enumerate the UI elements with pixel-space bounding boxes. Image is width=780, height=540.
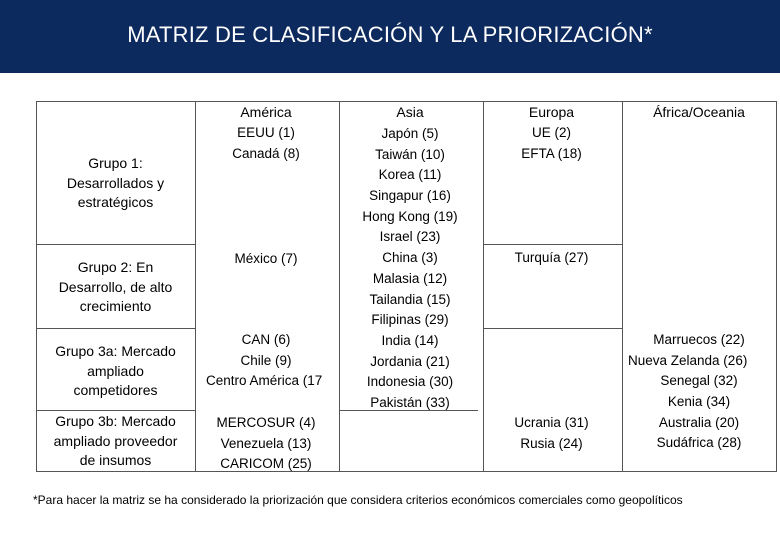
list-item: Indonesia (30) [366, 374, 454, 390]
list-item: Australia (20) [658, 414, 740, 430]
group-3b-label: Grupo 3b: Mercado ampliado proveedor de insumos [53, 413, 178, 468]
list-item: Chile (9) [240, 352, 292, 368]
list-item: Marruecos (22) [653, 332, 745, 347]
column-header-africa-oceania: África/Oceania [653, 104, 745, 120]
slide-title: MATRIZ DE CLASIFICACIÓN Y LA PRIORIZACIÓN* [127, 22, 653, 47]
list-item: Rusia (24) [520, 435, 583, 451]
list-item: Jordania (21) [370, 353, 450, 369]
list-item: EFTA (18) [521, 145, 582, 161]
list-item: CAN (6) [241, 332, 291, 347]
row-divider [37, 328, 195, 329]
list-item: Korea (11) [378, 167, 442, 183]
list-item: Filipinas (29) [371, 312, 449, 328]
list-item: Kenia (34) [667, 394, 731, 410]
list-item: Ucrania (31) [514, 415, 589, 430]
list-item: Hong Kong (19) [362, 208, 458, 224]
row-divider [37, 410, 195, 411]
list-item: MERCOSUR (4) [216, 415, 316, 430]
list-item: Turquía (27) [514, 250, 589, 265]
list-item: Israel (23) [379, 229, 441, 245]
list-item: Taiwán (10) [375, 146, 445, 162]
row-divider [483, 328, 622, 329]
group-3a-label: Grupo 3a: Mercado ampliado competidores [55, 343, 176, 398]
row-divider [37, 244, 195, 245]
cell-america-group-2 [194, 249, 338, 270]
cell-europa-group-2 [482, 248, 621, 269]
list-item: India (14) [381, 332, 439, 348]
row-divider [483, 244, 622, 245]
list-item: Venezuela (13) [220, 435, 312, 451]
list-item: China (3) [382, 250, 438, 266]
cell-america-group-3a [194, 330, 338, 392]
list-item: Pakistán (33) [370, 394, 450, 410]
footnote: *Para hacer la matriz se ha considerado la priorización que considera criterios económicos comerciales como geopolíticos [33, 493, 683, 507]
list-item: Malasia (12) [372, 270, 448, 286]
cell-europa-group-1 [482, 123, 621, 164]
cell-africa-oceania [621, 330, 777, 454]
cell-europa-group-3b [482, 413, 621, 454]
group-2-label: Grupo 2: En Desarrollo, de alto crecimiento [58, 259, 173, 314]
list-item: Singapur (16) [369, 188, 451, 204]
list-item: Nueva Zelanda (26) [628, 352, 748, 368]
list-item: Canadá (8) [232, 145, 300, 161]
cell-asia [338, 124, 482, 414]
column-header-europa: Europa [528, 104, 575, 120]
list-item: Sudáfrica (28) [656, 435, 742, 451]
group-1-label: Grupo 1: Desarrollados y estratégicos [66, 155, 165, 210]
cell-america-group-1 [194, 123, 338, 164]
list-item: Japón (5) [381, 126, 439, 141]
list-item: Tailandia (15) [369, 291, 451, 307]
column-header-asia: Asia [396, 104, 424, 120]
list-item: Centro América (17 [206, 373, 323, 389]
list-item: México (7) [234, 251, 298, 266]
column-header-america: América [240, 104, 292, 120]
list-item: UE (2) [531, 125, 571, 140]
list-item: Senegal (32) [660, 373, 738, 389]
list-item: CARICOM (25) [220, 456, 312, 472]
title-banner [0, 0, 780, 73]
cell-america-group-3b [194, 413, 338, 475]
list-item: EEUU (1) [237, 125, 295, 140]
